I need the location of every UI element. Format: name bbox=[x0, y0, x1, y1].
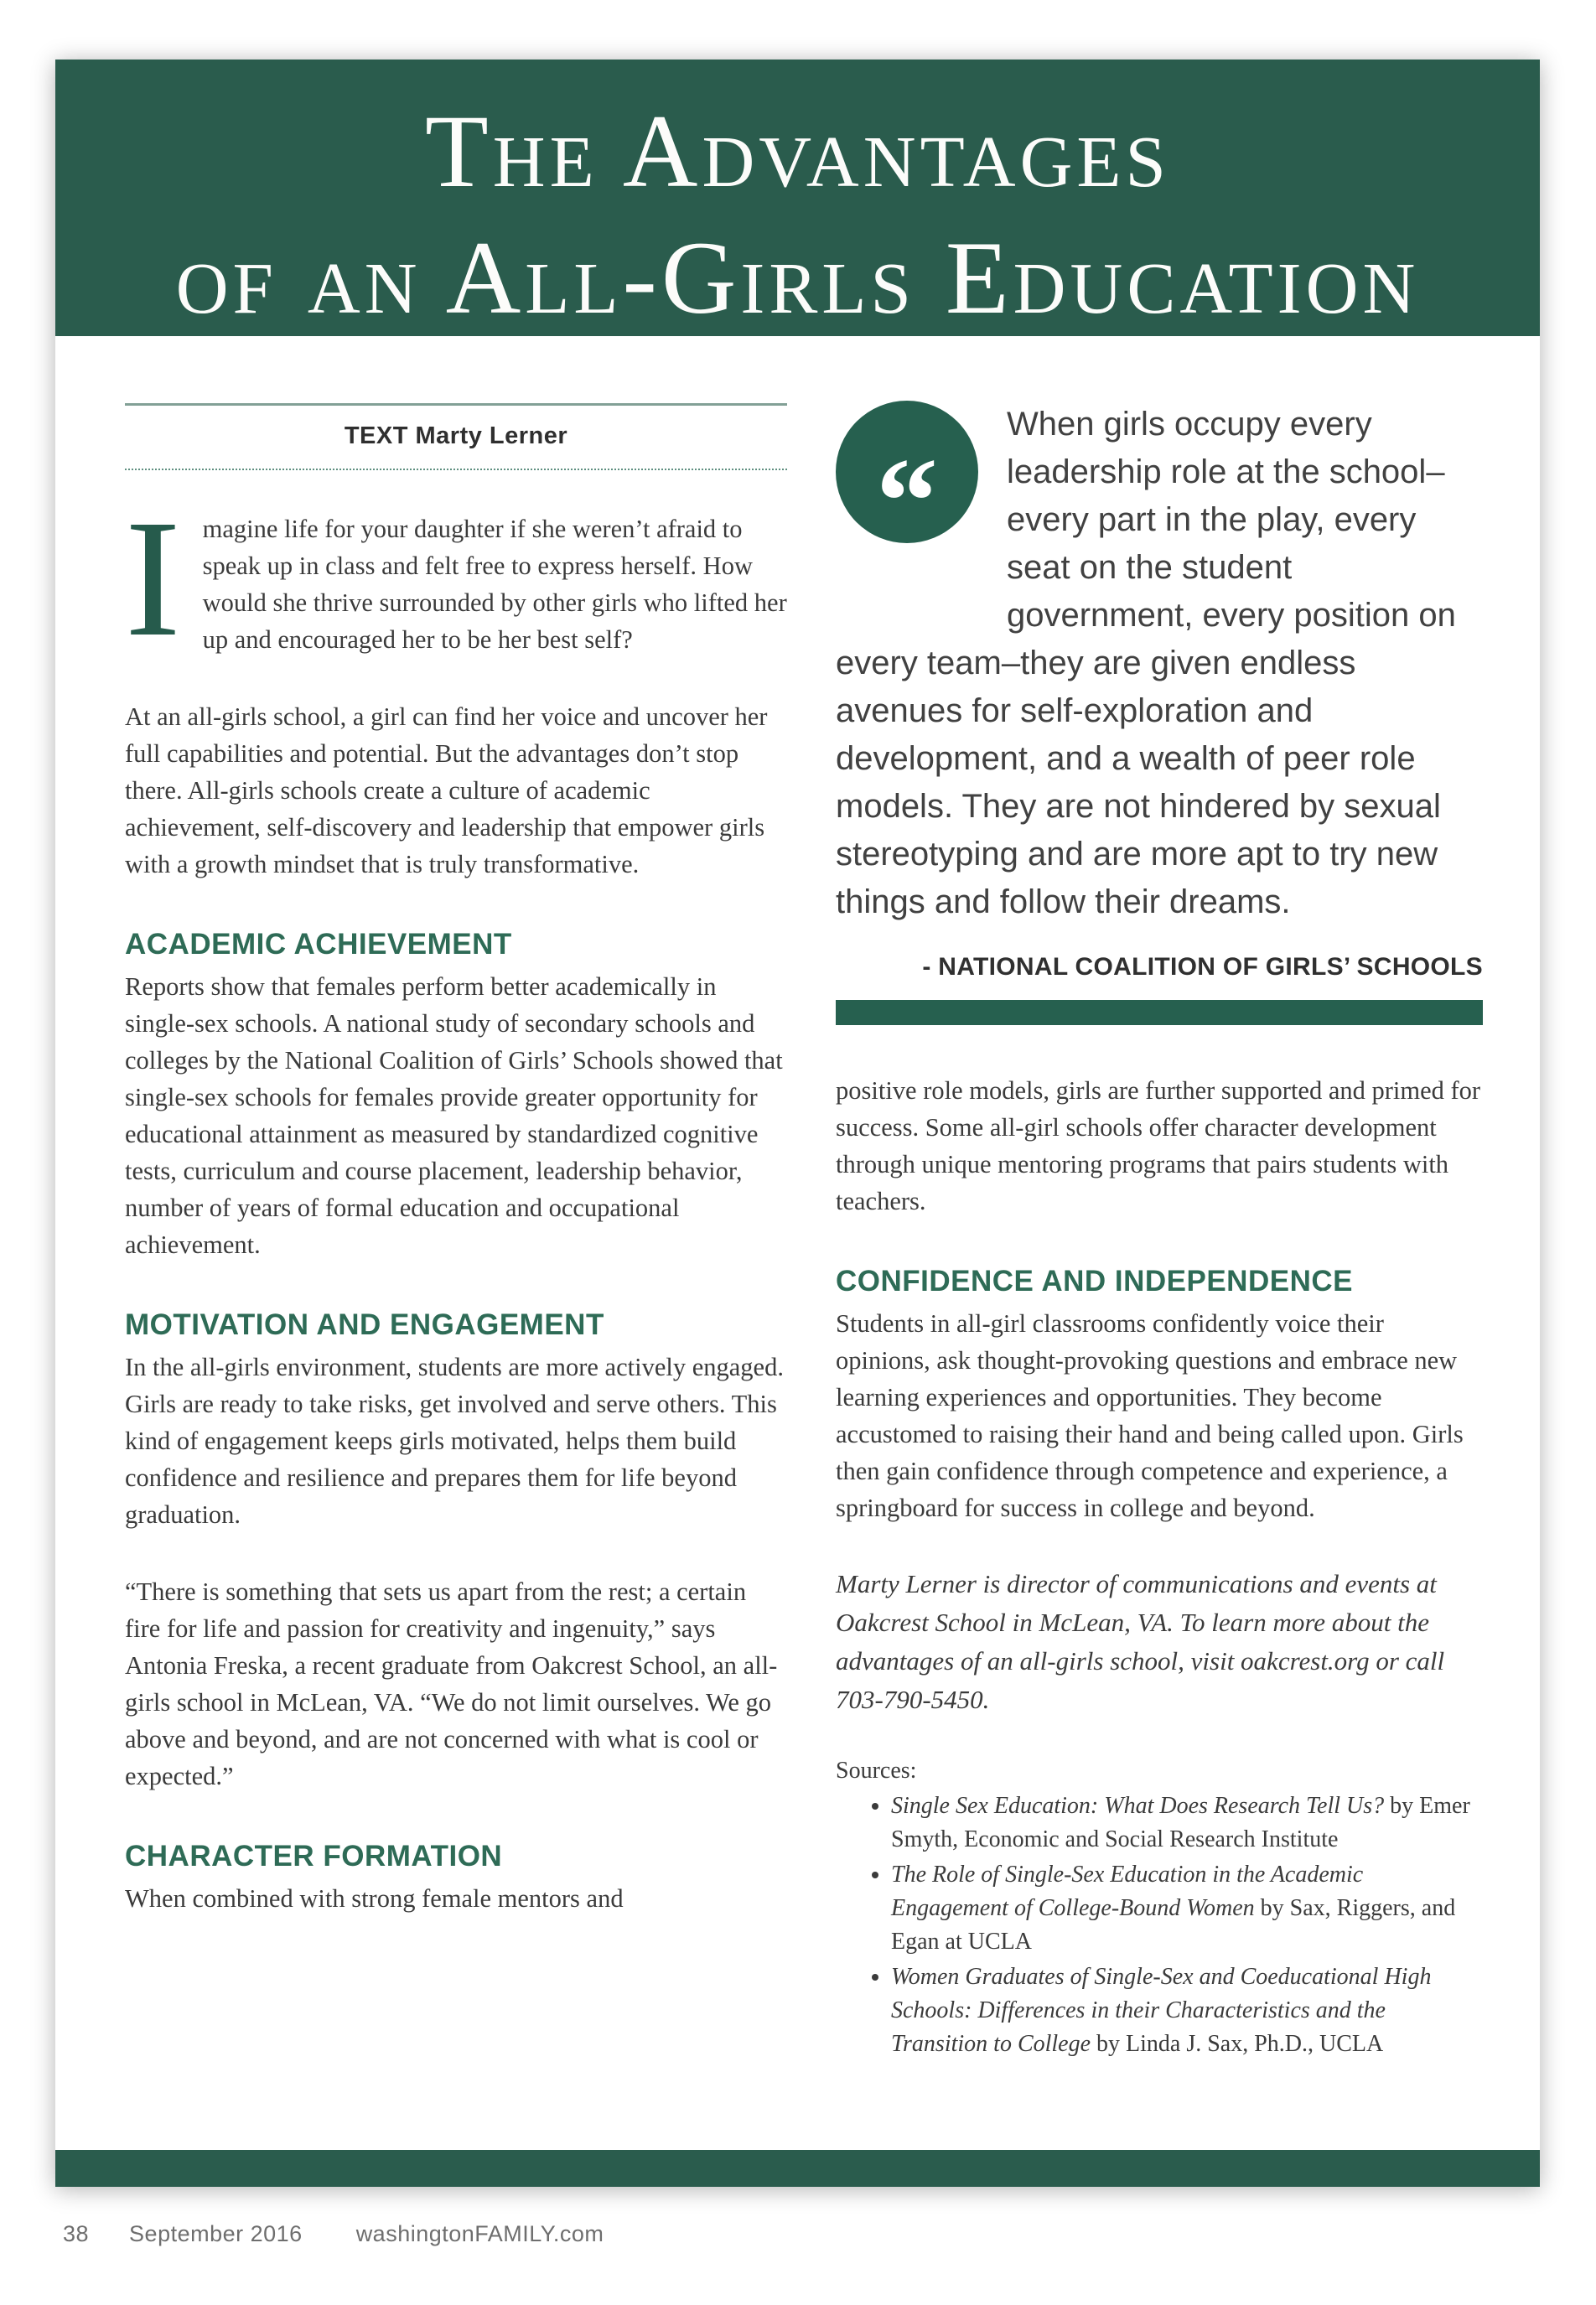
section-heading-confidence-independence: CONFIDENCE AND INDEPENDENCE bbox=[836, 1265, 1353, 1298]
pull-quote-attribution: - NATIONAL COALITION OF GIRLS’ SCHOOLS bbox=[922, 953, 1483, 981]
pull-quote-block bbox=[836, 401, 1483, 1025]
graduate-quote-paragraph: “There is something that sets us apart from the rest; a certain fire for life and passion for creativity and ingenuity,” says Antonia Freska, a recent graduate from Oakcrest School, an all-girls school in McLean, VA. “We do not limit ourselves. We go above and beyond, and are not concerned with what is cool or expected.” bbox=[125, 1577, 778, 1790]
source-item bbox=[891, 1790, 1483, 1857]
article-body bbox=[55, 336, 1540, 2061]
quote-marks-icon bbox=[836, 401, 978, 571]
sources-list bbox=[836, 1790, 1483, 2061]
source-credit: by Emer Smyth, Economic and Social Research Institute bbox=[891, 1793, 1470, 1852]
byline-text: TEXT Marty Lerner bbox=[344, 422, 568, 449]
section-body-confidence-independence: Students in all-girl classrooms confidently voice their opinions, ask thought-provoking questions and embrace new learning experiences and opportunities. They become accustomed to raising their hand and being called upon. Girls then gain confidence through competence and experience, a springboard for success in college and beyond. bbox=[836, 1309, 1464, 1522]
section-heading-motivation-engagement: MOTIVATION AND ENGAGEMENT bbox=[125, 1308, 604, 1341]
website-url: washingtonFAMILY.com bbox=[355, 2221, 604, 2246]
section-body-motivation-engagement: In the all-girls environment, students are more actively engaged. Girls are ready to take risks, get involved and serve others. This kind of engagement keeps girls motivated, helps them build confidence and resilience and prepares them for life beyond graduation. bbox=[125, 1353, 784, 1529]
author-bio: Marty Lerner is director of communications and events at Oakcrest School in McLean, VA. To learn more about the advantages of an all-girls school, visit oakcrest.org or call 703-790-5450. bbox=[836, 1569, 1445, 1714]
article-title bbox=[55, 60, 1540, 342]
sources-section bbox=[836, 1754, 1483, 2061]
source-credit: by Sax, Riggers, and Egan at UCLA bbox=[891, 1895, 1456, 1955]
page-number: 38 bbox=[63, 2221, 90, 2246]
source-title: The Role of Single-Sex Education in the Academic Engagement of College-Bound Women bbox=[891, 1862, 1364, 1921]
section-body-character-formation: When combined with strong female mentors and bbox=[125, 1884, 624, 1913]
intro-paragraph-text: magine life for your daughter if she weren’t afraid to speak up in class and felt free to express herself. How would she thrive surrounded by other girls who lifted her up and encouraged her to be her best self? bbox=[202, 515, 787, 654]
issue-date: September 2016 bbox=[129, 2221, 303, 2246]
left-column bbox=[125, 336, 787, 2061]
intro-paragraph bbox=[125, 486, 787, 671]
source-item bbox=[891, 1961, 1483, 2061]
page-bottom-bar bbox=[55, 2150, 1540, 2187]
source-title: Single Sex Education: What Does Research Tell Us? bbox=[891, 1793, 1385, 1819]
right-column bbox=[836, 336, 1483, 2061]
byline bbox=[125, 403, 787, 470]
drop-cap: I bbox=[125, 486, 181, 671]
source-item bbox=[891, 1858, 1483, 1959]
article-title-line1: The Advantages bbox=[425, 94, 1170, 209]
sources-label: Sources: bbox=[836, 1758, 917, 1784]
paragraph-2: At an all-girls school, a girl can find her voice and uncover her full capabilities and potential. But the advantages don’t stop there. All-girls schools create a culture of academic achievement, self-discovery and leadership that empower girls with a growth mindset that is truly transformative. bbox=[125, 702, 768, 878]
pull-quote-text: When girls occupy every leadership role at the school–every part in the play, every seat on the student government, every position on every team–they are given endless avenues for self-exploration and development, and a wealth of peer role models. They are not hindered by sexual stereotyping and are more apt to try new things and follow their dreams. bbox=[836, 406, 1456, 920]
source-title: Women Graduates of Single-Sex and Coeducational High Schools: Differences in their Characteristics and the Transition to College bbox=[891, 1964, 1432, 2057]
quote-divider-bar bbox=[836, 1000, 1483, 1025]
character-formation-continuation: positive role models, girls are further supported and primed for success. Some all-girl schools offer character development through unique mentoring programs that pairs students with teachers. bbox=[836, 1076, 1481, 1215]
article-header-banner bbox=[55, 60, 1540, 336]
section-heading-academic-achievement: ACADEMIC ACHIEVEMENT bbox=[125, 928, 512, 961]
section-heading-character-formation: CHARACTER FORMATION bbox=[125, 1840, 503, 1872]
magazine-page bbox=[55, 60, 1540, 2187]
quote-marks-glyph: “ bbox=[876, 433, 938, 571]
page-footer bbox=[63, 2221, 604, 2247]
section-body-academic-achievement: Reports show that females perform better academically in single-sex schools. A national study of secondary schools and colleges by the National Coalition of Girls’ Schools showed that single-sex schools for females provide greater opportunity for educational attainment as measured by standardized cognitive tests, curriculum and course placement, leadership behavior, number of years of formal education and occupational achievement. bbox=[125, 972, 783, 1259]
source-credit: by Linda J. Sax, Ph.D., UCLA bbox=[1091, 2031, 1384, 2057]
article-title-line2: of an All-Girls Education bbox=[175, 220, 1420, 336]
